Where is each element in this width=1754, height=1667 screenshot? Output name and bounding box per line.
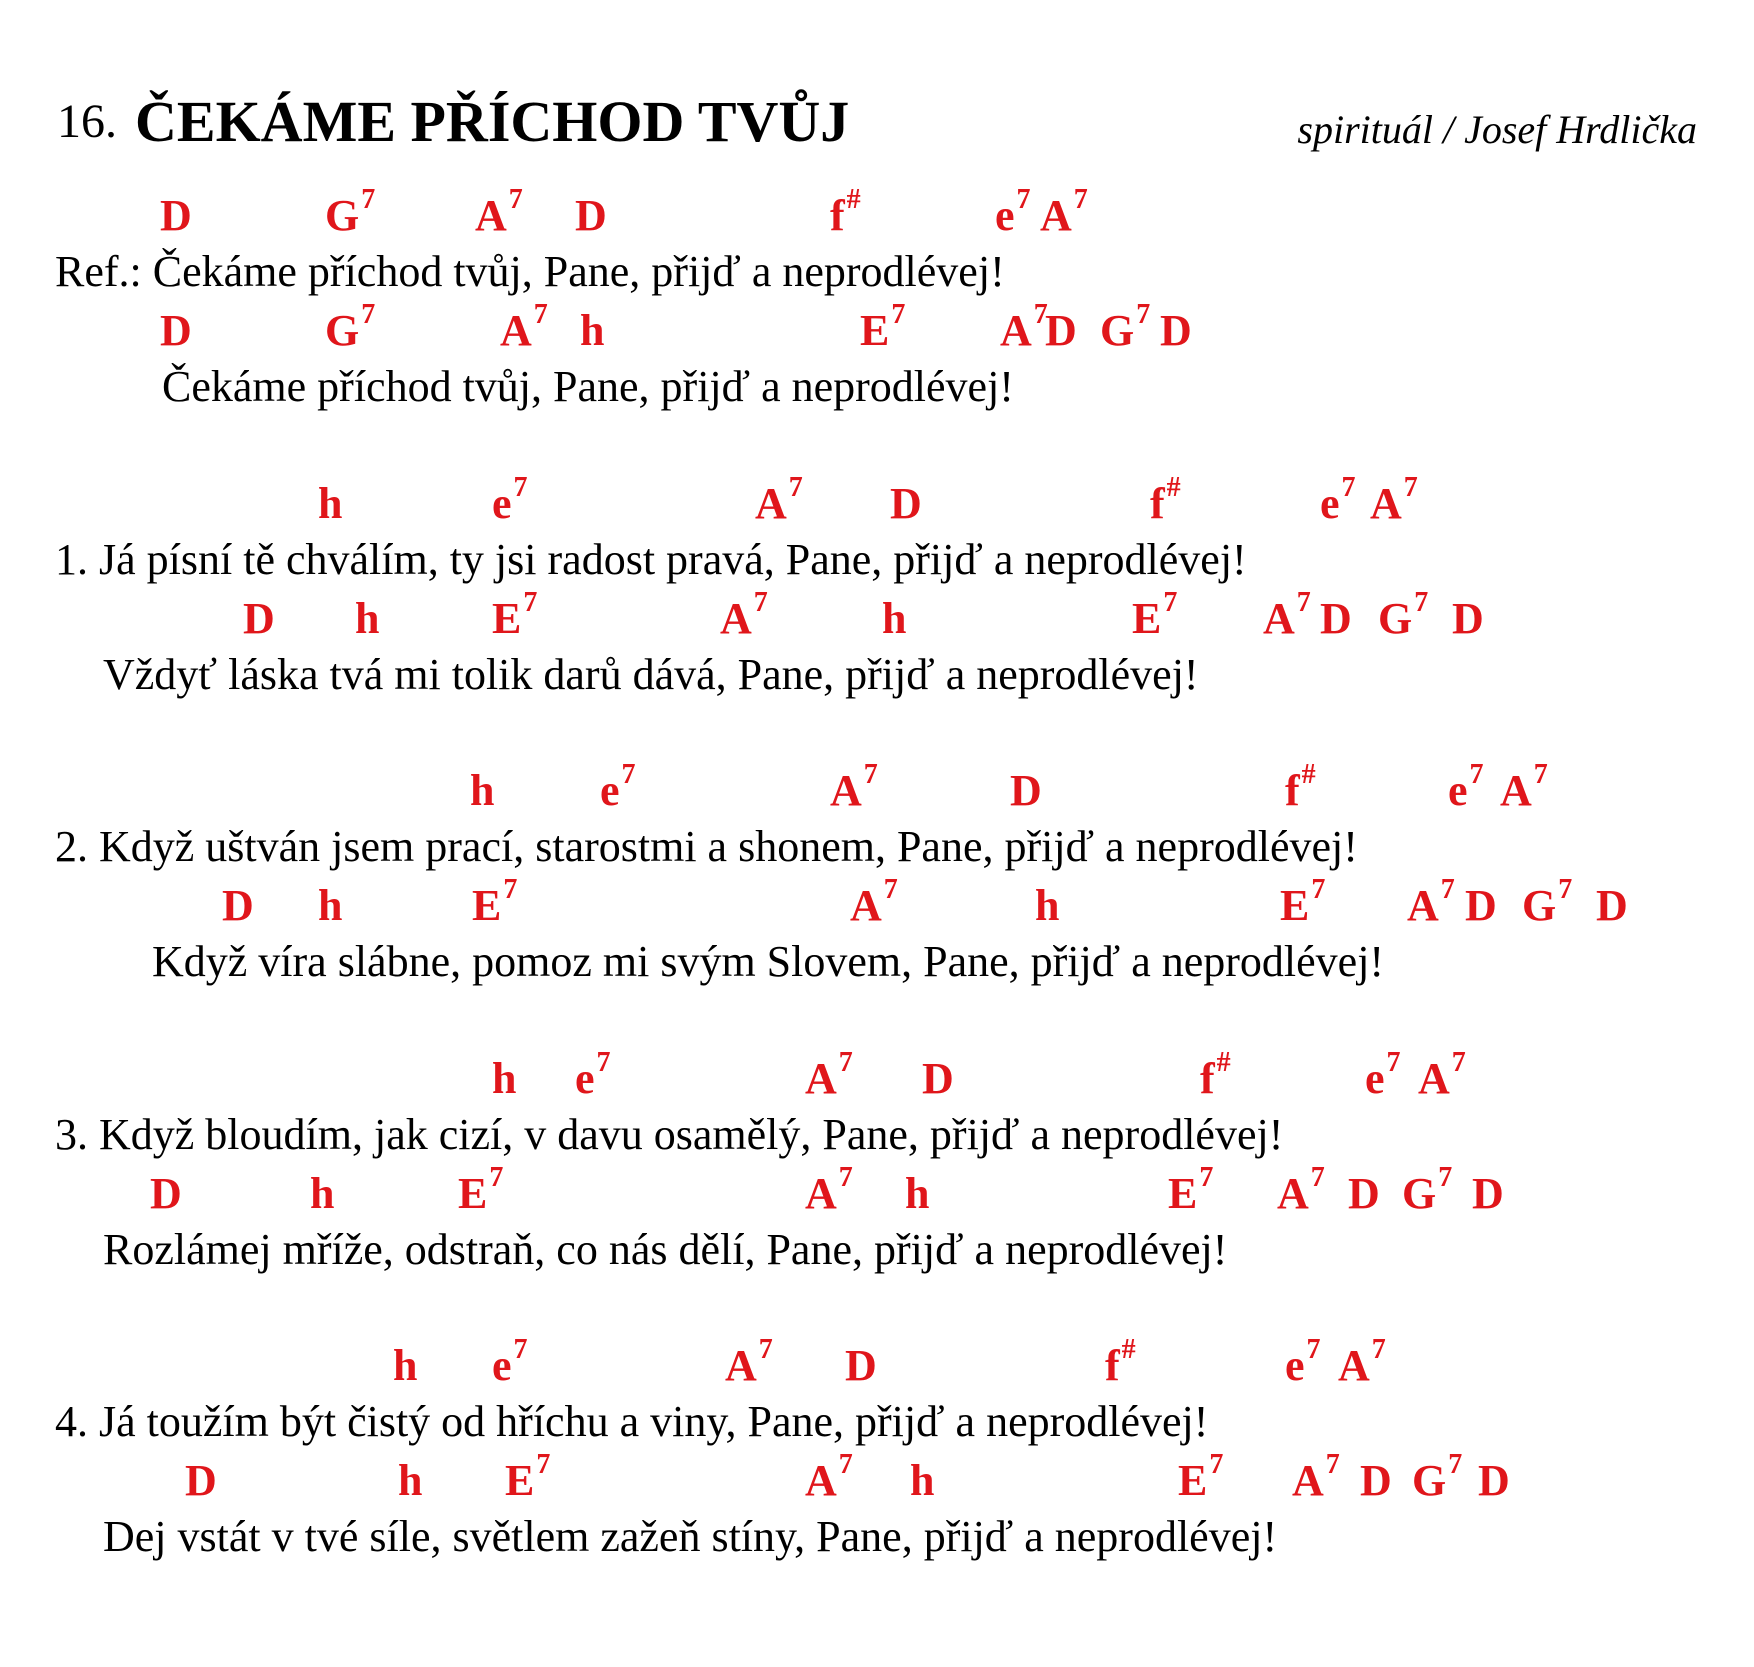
chord-root: G [1100, 306, 1135, 355]
chord-root: E [1132, 594, 1162, 643]
chord-root: e [1448, 766, 1468, 815]
chord [1365, 1047, 1401, 1104]
chord-root: A [830, 766, 862, 815]
chord [1448, 759, 1484, 816]
chord-row [0, 472, 1754, 534]
chord-extension: 7 [621, 759, 636, 791]
chord-extension: 7 [838, 1162, 853, 1194]
lyric-line: 2. Když uštván jsem prací, starostmi a shonem, Pane, přijď a neprodlévej! [55, 822, 1358, 871]
chord-root: h [580, 306, 605, 355]
chord-root: A [1338, 1341, 1370, 1390]
lyric-line: Když víra slábne, pomoz mi svým Slovem, Pane, přijď a neprodlévej! [152, 937, 1385, 986]
chord-root: A [475, 191, 507, 240]
chord-extension: 7 [1440, 874, 1455, 906]
chord-extension: 7 [1533, 759, 1548, 791]
chord [492, 1334, 528, 1391]
chord-root: A [725, 1341, 757, 1390]
chord [1320, 472, 1356, 529]
lyric-line: 1. Já písní tě chválím, ty jsi radost pravá, Pane, přijď a neprodlévej! [55, 535, 1247, 584]
chord-root: D [1010, 766, 1042, 815]
lyric-line: Čekáme příchod tvůj, Pane, přijď a neprodlévej! [162, 362, 1014, 411]
chord [243, 593, 275, 644]
chord-root: A [1418, 1054, 1450, 1103]
chord [1370, 472, 1418, 529]
chord [890, 478, 922, 529]
chord-root: h [905, 1169, 930, 1218]
chord [882, 593, 906, 644]
chord-extension: 7 [361, 184, 376, 216]
chord [1168, 1162, 1214, 1219]
chord-extension: 7 [1438, 1162, 1453, 1194]
chord [222, 880, 254, 931]
chord-row [0, 874, 1754, 936]
chord [1465, 880, 1497, 931]
chord [725, 1334, 773, 1391]
chord-extension: 7 [863, 759, 878, 791]
chord [575, 1047, 611, 1104]
chord-extension: 7 [1371, 1334, 1386, 1366]
chord [470, 765, 494, 816]
chord [845, 1340, 877, 1391]
chord-extension: 7 [361, 299, 376, 331]
chord [1100, 299, 1151, 356]
chord-root: E [472, 881, 502, 930]
chord-root: h [492, 1054, 517, 1103]
chord-extension: 7 [1306, 1334, 1321, 1366]
chord-root: D [185, 1456, 217, 1505]
chord-root: h [910, 1456, 935, 1505]
chord-extension: 7 [1386, 1047, 1401, 1079]
chord-root: E [860, 306, 890, 355]
chord-root: h [1035, 881, 1060, 930]
chord [458, 1162, 504, 1219]
chord-root: e [492, 479, 512, 528]
chord [1500, 759, 1548, 816]
chord [995, 184, 1031, 241]
chord-root: e [1285, 1341, 1305, 1390]
chord [1263, 587, 1311, 644]
chord [1132, 587, 1178, 644]
chord-extension: 7 [883, 874, 898, 906]
chord-extension: 7 [596, 1047, 611, 1079]
song-number: 16. [57, 95, 117, 148]
chord-root: E [492, 594, 522, 643]
chord [492, 587, 538, 644]
chord-root: D [160, 191, 192, 240]
chord-extension: 7 [1296, 587, 1311, 619]
chord-root: D [1452, 594, 1484, 643]
chord-root: A [1370, 479, 1402, 528]
chord-root: A [1292, 1456, 1324, 1505]
chord-root: A [1000, 306, 1032, 355]
chord-root: D [1160, 306, 1192, 355]
chord-root: E [458, 1169, 488, 1218]
chord [905, 1168, 929, 1219]
chord-root: A [1277, 1169, 1309, 1218]
chord-root: f [1150, 479, 1165, 528]
chord [1280, 874, 1326, 931]
chord [830, 184, 861, 241]
song-header [57, 88, 1697, 158]
chord-root: D [1596, 881, 1628, 930]
chord [325, 184, 376, 241]
chord-extension: 7 [838, 1449, 853, 1481]
chord [160, 305, 192, 356]
chord-extension: # [1216, 1047, 1231, 1079]
chord [1320, 593, 1352, 644]
chord-root: G [1412, 1456, 1447, 1505]
chord [1105, 1334, 1136, 1391]
chord-root: A [720, 594, 752, 643]
chord-extension: 7 [1558, 874, 1573, 906]
chord-root: D [1465, 881, 1497, 930]
chord [318, 478, 342, 529]
chord-root: E [505, 1456, 535, 1505]
chord-extension: 7 [758, 1334, 773, 1366]
chord-root: D [150, 1169, 182, 1218]
chord-root: D [222, 881, 254, 930]
chord [1407, 874, 1455, 931]
chord [1348, 1168, 1380, 1219]
lyric-line: Dej vstát v tvé síle, světlem zažeň stíny, Pane, přijď a neprodlévej! [103, 1512, 1278, 1561]
chord [1150, 472, 1181, 529]
chord-root: h [882, 594, 907, 643]
lyric-line: Ref.: Čekáme příchod tvůj, Pane, přijď a neprodlévej! [55, 247, 1005, 296]
chord-root: D [890, 479, 922, 528]
chord-row [0, 1334, 1754, 1396]
chord [600, 759, 636, 816]
chord-root: D [575, 191, 607, 240]
chord [922, 1053, 954, 1104]
song-title: ČEKÁME PŘÍCHOD TVŮJ [135, 89, 850, 154]
chord-extension: 7 [1325, 1449, 1340, 1481]
chord [805, 1449, 853, 1506]
chord-root: e [995, 191, 1015, 240]
chord [1277, 1162, 1325, 1219]
chord-extension: 7 [1451, 1047, 1466, 1079]
chord-extension: 7 [753, 587, 768, 619]
lyric-line: Vždyť láska tvá mi tolik darů dává, Pane, přijď a neprodlévej! [103, 650, 1199, 699]
chord-extension: 7 [489, 1162, 504, 1194]
chord [1360, 1455, 1392, 1506]
chord-extension: 7 [523, 587, 538, 619]
chord-extension: 7 [1469, 759, 1484, 791]
chord-extension: 7 [1448, 1449, 1463, 1481]
chord-root: D [160, 306, 192, 355]
chord-root: D [243, 594, 275, 643]
chord-root: D [1320, 594, 1352, 643]
chord-extension: 7 [788, 472, 803, 504]
chord-row [0, 1449, 1754, 1511]
chord [492, 1053, 516, 1104]
chord [475, 184, 523, 241]
chord-extension: 7 [891, 299, 906, 331]
chord [720, 587, 768, 644]
chord [1472, 1168, 1504, 1219]
chord-root: f [1200, 1054, 1215, 1103]
chord [1338, 1334, 1386, 1391]
chord-root: D [1472, 1169, 1504, 1218]
chord [1178, 1449, 1224, 1506]
chord-row [0, 759, 1754, 821]
chord [1378, 587, 1429, 644]
chord-root: A [755, 479, 787, 528]
chord-root: G [325, 306, 360, 355]
chord [850, 874, 898, 931]
chord [805, 1047, 853, 1104]
chord-extension: 7 [536, 1449, 551, 1481]
chord-root: A [805, 1169, 837, 1218]
chord [318, 880, 342, 931]
chord-root: e [492, 1341, 512, 1390]
chord [1160, 305, 1192, 356]
chord-root: h [355, 594, 380, 643]
chord-root: A [805, 1054, 837, 1103]
chord [1040, 184, 1088, 241]
chord-root: f [1105, 1341, 1120, 1390]
lyric-line: 3. Když bloudím, jak cizí, v davu osamělý, Pane, přijď a neprodlévej! [55, 1110, 1284, 1159]
chord [860, 299, 906, 356]
chord-root: D [1348, 1169, 1380, 1218]
chord [755, 472, 803, 529]
chord [1035, 880, 1059, 931]
chord-root: G [325, 191, 360, 240]
chord-extension: 7 [508, 184, 523, 216]
chord-extension: 7 [1016, 184, 1031, 216]
lyric-line: 4. Já toužím být čistý od hříchu a viny, Pane, přijď a neprodlévej! [55, 1397, 1209, 1446]
chord-extension: 7 [1209, 1449, 1224, 1481]
chord [1596, 880, 1628, 931]
chord-root: G [1522, 881, 1557, 930]
chord-root: E [1168, 1169, 1198, 1218]
chord-root: A [1263, 594, 1295, 643]
chord [1292, 1449, 1340, 1506]
chord [472, 874, 518, 931]
chord-extension: 7 [1310, 1162, 1325, 1194]
chord [1285, 1334, 1321, 1391]
chord-root: D [1045, 306, 1077, 355]
chord-extension: 7 [1341, 472, 1356, 504]
chord [505, 1449, 551, 1506]
chord-root: A [500, 306, 532, 355]
chord-extension: 7 [1033, 299, 1048, 331]
chord-root: h [393, 1341, 418, 1390]
chord [355, 593, 379, 644]
chord-root: e [1320, 479, 1340, 528]
chord-extension: # [1301, 759, 1316, 791]
chord [492, 472, 528, 529]
chord-extension: # [846, 184, 861, 216]
chord [325, 299, 376, 356]
chord-root: G [1402, 1169, 1437, 1218]
chord-extension: 7 [1073, 184, 1088, 216]
chord [1000, 299, 1048, 356]
chord-extension: 7 [513, 1334, 528, 1366]
chord-root: h [318, 881, 343, 930]
chord-root: D [1478, 1456, 1510, 1505]
chord [1452, 593, 1484, 644]
chord [1522, 874, 1573, 931]
chord-extension: 7 [1403, 472, 1418, 504]
chord-extension: 7 [513, 472, 528, 504]
chord [185, 1455, 217, 1506]
chord [830, 759, 878, 816]
chord-root: h [398, 1456, 423, 1505]
chord [1402, 1162, 1453, 1219]
chord-row [0, 1047, 1754, 1109]
chord-extension: 7 [1414, 587, 1429, 619]
chord-root: A [850, 881, 882, 930]
chord-row [0, 1162, 1754, 1224]
chord [1412, 1449, 1463, 1506]
chord-root: G [1378, 594, 1413, 643]
chord-root: D [845, 1341, 877, 1390]
chord-root: E [1178, 1456, 1208, 1505]
chord [1478, 1455, 1510, 1506]
chord-root: h [318, 479, 343, 528]
chord [398, 1455, 422, 1506]
chord [393, 1340, 417, 1391]
chord [1418, 1047, 1466, 1104]
lyric-line: Rozlámej mříže, odstraň, co nás dělí, Pane, přijď a neprodlévej! [103, 1225, 1228, 1274]
chord-root: h [470, 766, 495, 815]
chord-root: h [310, 1169, 335, 1218]
chord-root: e [600, 766, 620, 815]
chord-row [0, 184, 1754, 246]
chord-extension: 7 [533, 299, 548, 331]
chord-extension: 7 [838, 1047, 853, 1079]
chord [150, 1168, 182, 1219]
song-credit: spirituál / Josef Hrdlička [1297, 107, 1697, 152]
chord [310, 1168, 334, 1219]
chord [1045, 305, 1077, 356]
chord-row [0, 299, 1754, 361]
chord-extension: # [1121, 1334, 1136, 1366]
chord [1010, 765, 1042, 816]
chord-root: A [1407, 881, 1439, 930]
chord-extension: 7 [1311, 874, 1326, 906]
chord-extension: # [1166, 472, 1181, 504]
chord [500, 299, 548, 356]
chord-root: e [1365, 1054, 1385, 1103]
chord [1285, 759, 1316, 816]
chord [1200, 1047, 1231, 1104]
chord-root: f [830, 191, 845, 240]
chord-root: A [1040, 191, 1072, 240]
chord-root: A [1500, 766, 1532, 815]
chord-root: D [1360, 1456, 1392, 1505]
chord-root: E [1280, 881, 1310, 930]
chord-root: A [805, 1456, 837, 1505]
chord [805, 1162, 853, 1219]
chord [160, 190, 192, 241]
chord-root: f [1285, 766, 1300, 815]
chord-root: D [922, 1054, 954, 1103]
chord-extension: 7 [1199, 1162, 1214, 1194]
chord-extension: 7 [1136, 299, 1151, 331]
chord-extension: 7 [1163, 587, 1178, 619]
chord-extension: 7 [503, 874, 518, 906]
chord [575, 190, 607, 241]
chord [910, 1455, 934, 1506]
chord-row [0, 587, 1754, 649]
chord [580, 305, 604, 356]
chord-root: e [575, 1054, 595, 1103]
